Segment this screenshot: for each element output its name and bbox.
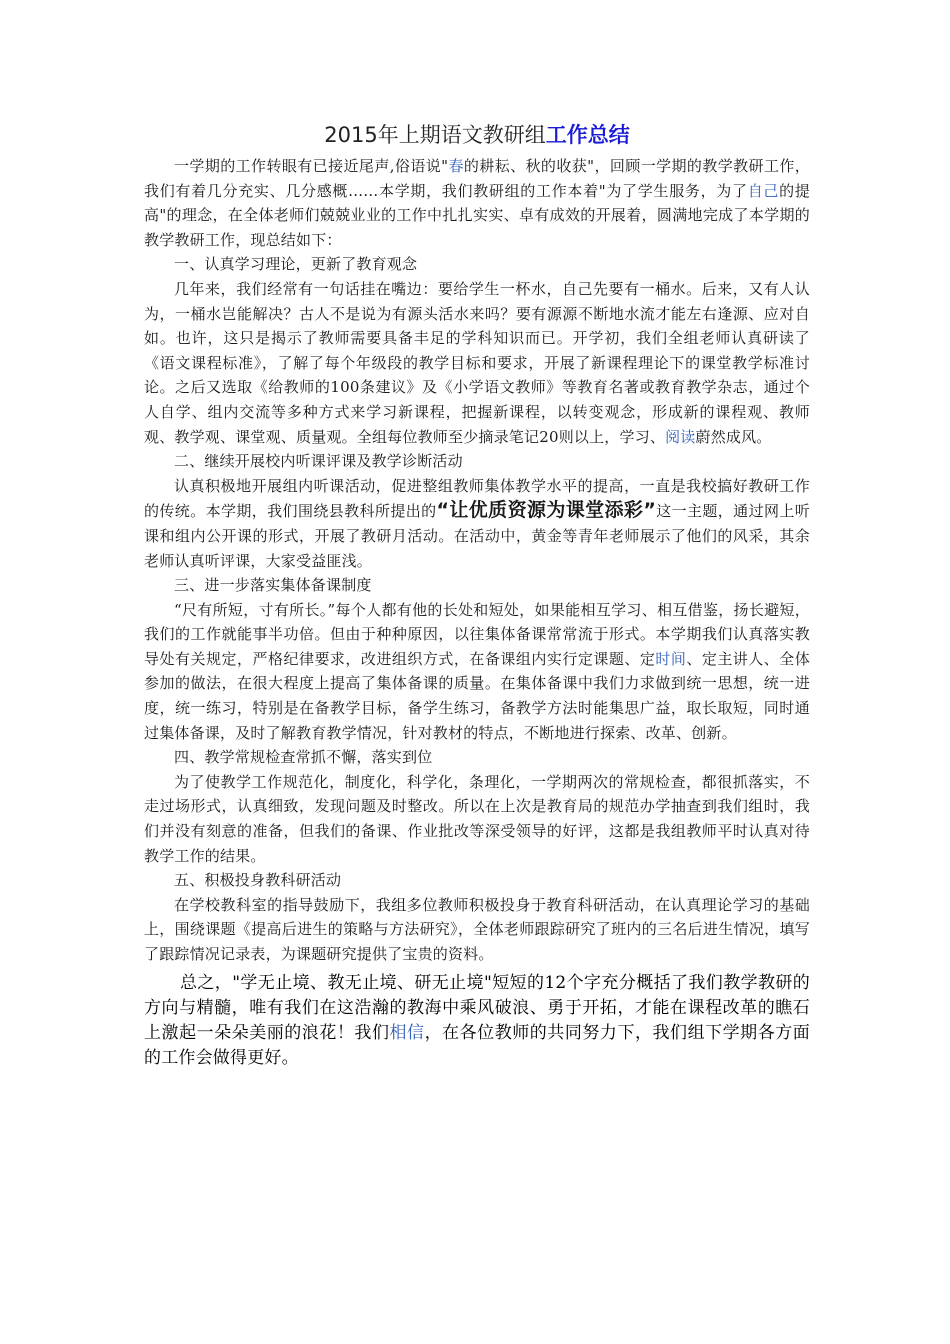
intro-text-b: 的耕耘、秋的收获"，回顾一学期的教学教研工作，我们有着几分充实、几分感概……本学期，我们教研组的工作本着"为了学生服务，为了 [144,157,810,200]
section-heading-3: 三、进一步落实集体备课制度 [174,576,372,595]
section-heading-5: 五、积极投身教科研活动 [174,871,342,890]
p2-theme-quote: “让优质资源为课堂添彩” [436,499,657,522]
p1-text-a: 几年来，我们经常有一句话挂在嘴边：要给学生一杯水，自己先要有一桶水。后来，又有人认为，一桶水岂能解决？古人不是说为有源头活水来吗？要有源源不断地水流才能左右逢源、应对自如。也许，这只是揭示了教师需要具备丰足的学科知识而已。开学初，我们全组老师认真研读了《语文课程标准》，了解了每个年级段的教学目标和要求，开展了新课程理论下的课堂教学标准讨论。之后又选取《给教师的100条建议》及《小学语文教师》等教育名著或教育教学杂志，通过个人自学、组内交流等多种方式来学习新课程，把握新课程，以转变观念，形成新的课程观、教师观、教学观、课堂观、质量观。全组每位教师至少摘录笔记20则以上，学习、 [144,279,810,446]
p2-text-a: 认真积极地开展组内听课活动，促进整组教师集体教学水平的提高，一直是我校搞好教研工作的传统。本学期，我们围绕县教科所提出的 [144,476,810,521]
link-ziji[interactable]: 自己 [747,181,780,200]
link-yuedu[interactable]: 阅读 [665,427,696,446]
section-heading-2: 二、继续开展校内听课评课及教学诊断活动 [174,452,463,471]
link-chun[interactable]: 春 [448,157,464,175]
intro-text-c: 的提高"的理念，在全体老师们兢兢业业的工作中扎扎实实、卓有成效的开展着，圆满地完成了本学期的教学教研工作，现总结如下： [144,181,811,249]
final-text-a: 总之，"学无止境、教无止境、研无止境"短短的12个字充分概括了我们教学教研的方向与精髓，唯有我们在这浩瀚的教海中乘风破浪、勇于开拓，才能在课程改革的瞧石上激起一朵朵美丽的浪花！我们 [144,972,810,1043]
section-heading-1: 一、认真学习理论，更新了教育观念 [174,255,418,274]
title-plain: 2015年上期语文教研组 [324,123,546,147]
section-paragraph-1 [144,277,810,449]
section-paragraph-4: 为了使教学工作规范化，制度化，科学化，条理化，一学期两次的常规检查，都很抓落实，不走过场形式，认真细致，发现问题及时整改。所以在上次是教育局的规范办学抽查到我们组时，我们并没有刻意的准备，但我们的备课、作业批改等深受领导的好评，这都是我组教师平时认真对待教学工作的结果。 [144,772,810,865]
page-title [144,118,810,152]
document-page [144,118,810,1071]
final-text-b: ，在各位教师的共同努力下，我们组下学期各方面的工作会做得更好。 [144,1022,810,1068]
section-heading-4: 四、教学常规检查常抓不懈，落实到位 [174,748,433,767]
section-paragraph-3 [144,598,810,746]
conclusion-paragraph [144,971,810,1071]
intro-paragraph [144,154,810,252]
p3-text-b: 、定主讲人、全体参加的做法，在很大程度上提高了集体备课的质量。在集体备课中我们力求做到统一思想，统一进度，统一练习，特别是在备教学目标，备学生练习，备教学方法时能集思广益，取长取短，同时通过集体备课，及时了解教育教学情况，针对教材的特点，不断地进行探索、改革、创新。 [144,649,810,742]
p3-text-a: “尺有所短，寸有所长。”每个人都有他的长处和短处，如果能相互学习、相互借鉴，扬长避短，我们的工作就能事半功倍。但由于种种原因，以往集体备课常常流于形式。本学期我们认真落实教导处有关规定，严格纪律要求，改进组织方式，在备课组内实行定课题、定 [144,600,810,668]
intro-text-a: 一学期的工作转眼有已接近尾声,俗语说" [174,157,449,175]
link-shijian[interactable]: 时间 [655,649,687,668]
p2-text-b: 这一主题，通过网上听课和组内公开课的形式，开展了教研月活动。在活动中，黄金等青年老师展示了他们的风采，其余老师认真听评课，大家受益匪浅。 [144,502,810,570]
link-xiangxin[interactable]: 相信 [389,1022,425,1043]
section-paragraph-2 [144,474,810,573]
p1-text-b: 蔚然成风。 [695,427,772,446]
section-paragraph-5: 在学校教科室的指导鼓励下，我组多位教师积极投身于教育科研活动，在认真理论学习的基础上，围绕课题《提高后进生的策略与方法研究》，全体老师跟踪研究了班内的三名后进生情况，填写了跟踪情况记录表，为课题研究提供了宝贵的资料。 [144,895,810,963]
title-highlight: 工作总结 [545,123,630,147]
